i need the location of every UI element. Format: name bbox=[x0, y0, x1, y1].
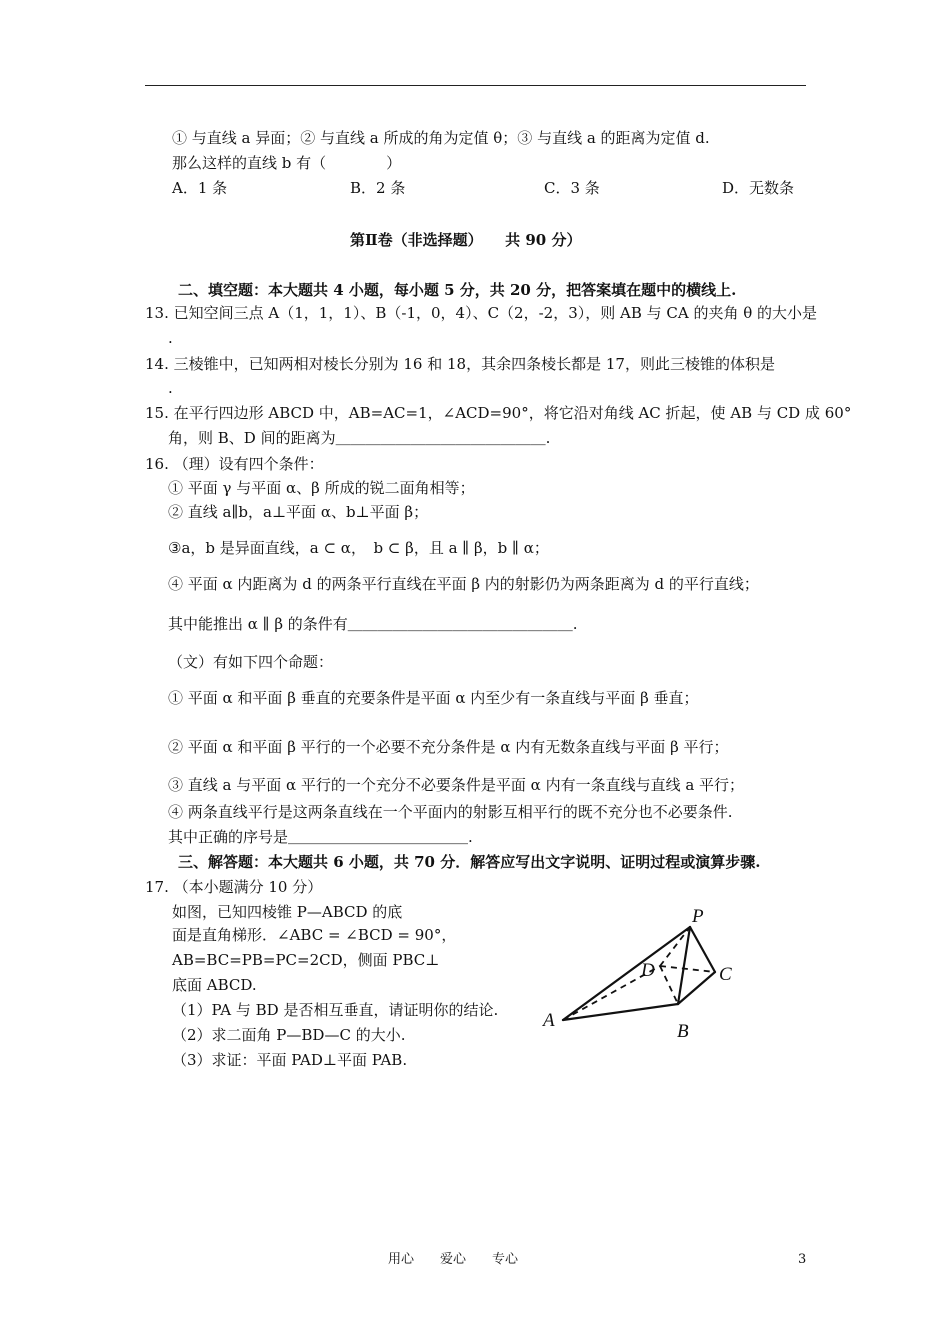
q16-wen: （文）有如下四个命题： bbox=[168, 653, 334, 671]
q14-text: 14. 三棱锥中，已知两相对棱长分别为 16 和 18，其余四条棱长都是 17，则此三棱锥的体积是 bbox=[145, 355, 775, 373]
edge-bd-hidden bbox=[660, 966, 678, 1004]
q17-line4: 底面 ABCD. bbox=[172, 976, 257, 994]
q17-head: 17. （本小题满分 10 分） bbox=[145, 878, 323, 896]
label-b: B bbox=[677, 1021, 689, 1042]
edge-pb bbox=[678, 927, 690, 1004]
q16-condition-3: ③a，b 是异面直线，a ⊂ α， b ⊂ β，且 a ∥ β，b ∥ α； bbox=[168, 539, 549, 557]
edge-pc bbox=[690, 927, 715, 972]
q12-line1: ① 与直线 a 异面；② 与直线 a 所成的角为定值 θ；③ 与直线 a 的距离为定值 d. bbox=[172, 129, 710, 147]
q16-proposition-3: ③ 直线 a 与平面 α 平行的一个充分不必要条件是平面 α 内有一条直线与直线 a 平行； bbox=[168, 776, 745, 794]
q12-option-d: D．无数条 bbox=[722, 179, 795, 197]
q12-option-c: C．3 条 bbox=[544, 179, 600, 197]
footer-motto: 用心 爱心 专心 bbox=[388, 1252, 519, 1267]
q17-line1: 如图，已知四棱锥 P—ABCD 的底 bbox=[172, 903, 403, 921]
q17-sub1: （1）PA 与 BD 是否相互垂直，请证明你的结论. bbox=[172, 1001, 499, 1019]
label-c: C bbox=[719, 964, 732, 985]
q12-option-b: B．2 条 bbox=[350, 179, 406, 197]
q16-ask2: 其中正确的序号是＿＿＿＿＿＿＿＿＿＿＿＿. bbox=[168, 828, 473, 846]
q15-line2: 角，则 B、D 间的距离为＿＿＿＿＿＿＿＿＿＿＿＿＿＿. bbox=[168, 429, 551, 447]
label-d: D bbox=[641, 960, 655, 981]
edge-dc-hidden bbox=[660, 966, 715, 972]
label-a: A bbox=[543, 1010, 555, 1031]
section2-header: 二、填空题：本大题共 4 小题，每小题 5 分，共 20 分，把答案填在题中的横线上. bbox=[178, 281, 737, 299]
edge-bc bbox=[678, 972, 715, 1004]
q14-tail: . bbox=[168, 379, 173, 397]
label-p: P bbox=[692, 906, 704, 927]
q15-line1: 15. 在平行四边形 ABCD 中，AB=AC=1，∠ACD=90°，将它沿对角线 AC 折起，使 AB 与 CD 成 60° bbox=[145, 404, 852, 422]
q12-line2: 那么这样的直线 b 有（ ） bbox=[172, 154, 402, 172]
q16-ask: 其中能推出 α ∥ β 的条件有＿＿＿＿＿＿＿＿＿＿＿＿＿＿＿. bbox=[168, 615, 578, 633]
part2-title: 第Ⅱ卷（非选择题） 共 90 分） bbox=[350, 231, 582, 249]
q16-intro: 16. （理）设有四个条件： bbox=[145, 455, 324, 473]
q16-condition-1: ① 平面 γ 与平面 α、β 所成的锐二面角相等； bbox=[168, 479, 475, 497]
q16-condition-2: ② 直线 a∥b，a⊥平面 α、b⊥平面 β； bbox=[168, 503, 429, 521]
pyramid-figure bbox=[535, 900, 750, 1050]
q16-proposition-2: ② 平面 α 和平面 β 平行的一个必要不充分条件是 α 内有无数条直线与平面 β 平行； bbox=[168, 738, 729, 756]
q16-condition-4: ④ 平面 α 内距离为 d 的两条平行直线在平面 β 内的射影仍为两条距离为 d 的平行直线； bbox=[168, 575, 759, 593]
section3-header: 三、解答题：本大题共 6 小题，共 70 分．解答应写出文字说明、证明过程或演算步骤. bbox=[178, 853, 761, 871]
header-rule bbox=[145, 85, 806, 86]
q17-line3: AB=BC=PB=PC=2CD，侧面 PBC⊥ bbox=[172, 951, 440, 969]
q13-text: 13. 已知空间三点 A（1，1，1）、B（-1，0，4）、C（2，-2，3），则 AB 与 CA 的夹角 θ 的大小是 bbox=[145, 304, 818, 322]
q17-line2: 面是直角梯形．∠ABC = ∠BCD = 90°， bbox=[172, 926, 457, 944]
q12-option-a: A．1 条 bbox=[172, 179, 228, 197]
q16-proposition-1: ① 平面 α 和平面 β 垂直的充要条件是平面 α 内至少有一条直线与平面 β 垂直； bbox=[168, 689, 699, 707]
q16-proposition-4: ④ 两条直线平行是这两条直线在一个平面内的射影互相平行的既不充分也不必要条件. bbox=[168, 803, 733, 821]
page-number: 3 bbox=[798, 1252, 807, 1267]
q17-sub2: （2）求二面角 P—BD—C 的大小. bbox=[172, 1026, 406, 1044]
q17-sub3: （3）求证：平面 PAD⊥平面 PAB. bbox=[172, 1051, 408, 1069]
q13-tail: . bbox=[168, 329, 173, 347]
